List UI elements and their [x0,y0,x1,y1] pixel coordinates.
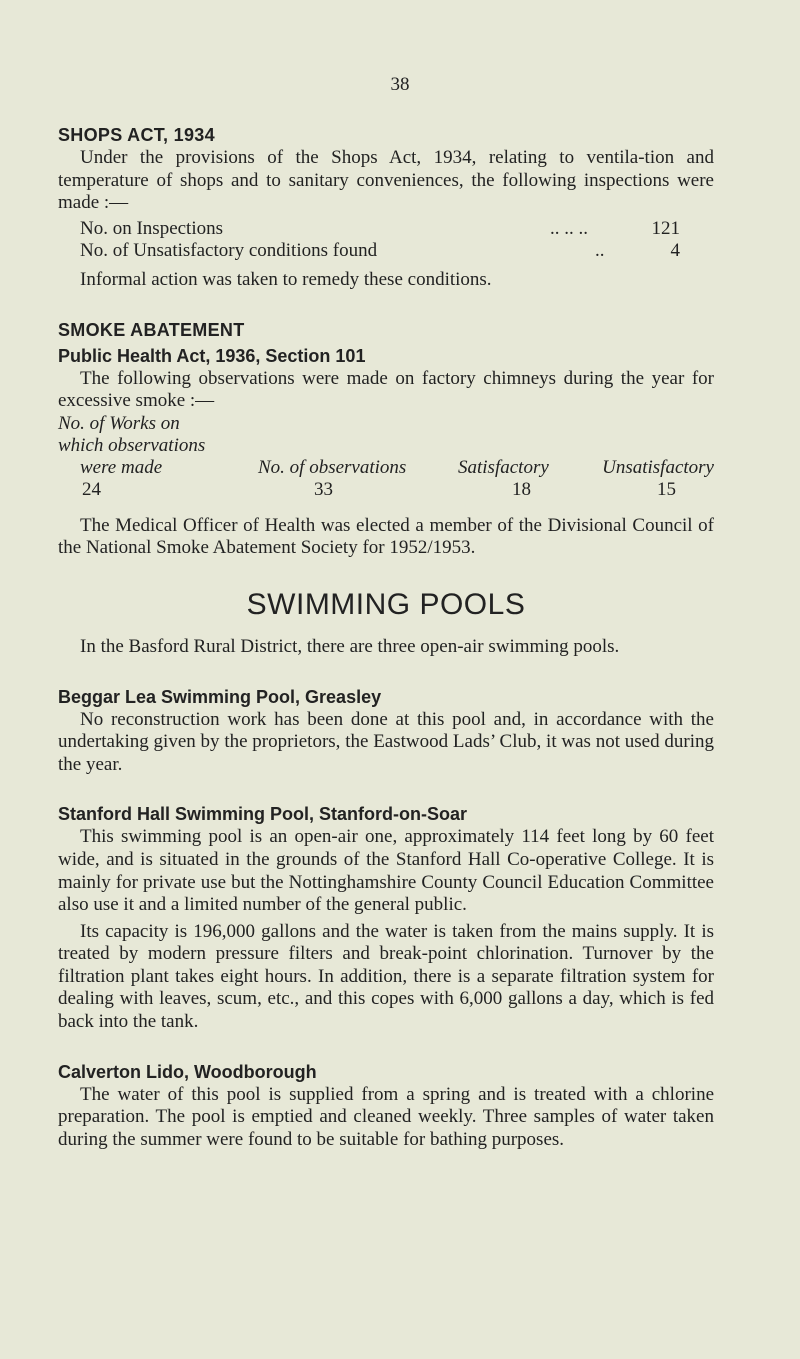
stat-value: 121 [651,217,680,239]
shops-act-intro: Under the provisions of the Shops Act, 1934, relating to ventila-tion and temperature of shops and to sanitary conveniences, the following inspections were made :— [58,147,714,214]
pool-paragraph: The water of this pool is supplied from a spring and is treated with a chlorine preparation. The pool is emptied and cleaned weekly. Three samples of water taken during the summer were found to be suitable for bathing purposes. [58,1083,714,1150]
col-header-works [58,413,258,479]
col-header-observations: No. of observations [258,456,407,478]
header-line: which observations [58,434,206,456]
swimming-intro: In the Basford Rural District, there are three open-air swimming pools. [80,635,620,657]
smoke-subheading: Public Health Act, 1936, Section 101 [58,345,366,366]
smoke-abatement-heading: SMOKE ABATEMENT [58,319,245,340]
pool-heading-beggar-lea: Beggar Lea Swimming Pool, Greasley [58,686,382,707]
smoke-note: The Medical Officer of Health was elected a member of the Divisional Council of the National Smoke Abatement Society for 1952/1953. [58,514,714,559]
swimming-pools-heading: SWIMMING POOLS [246,587,526,621]
stat-leader-dots: .. .. .. [550,217,588,239]
table-header-row [58,413,714,479]
stat-label: No. on Inspections [80,217,224,239]
col-header-unsatisfactory: Unsatisfactory [602,456,714,478]
stat-row-unsatisfactory [58,240,714,263]
observations-table [58,413,714,501]
cell-observations: 33 [314,478,333,500]
shops-stats [58,218,714,263]
pool-paragraph: Its capacity is 196,000 gallons and the water is taken from the mains supply. It is treated by modern pressure filters and break-point chlorination. Turnover by the filtration plant takes eight hours. In addition, there is a separate filtration system for dealing with leaves, scum, etc., and this copes with 6,000 gallons a day, which is fed back into the tank. [58,920,714,1033]
shops-act-heading: SHOPS ACT, 1934 [58,125,215,145]
table-row [58,479,714,501]
stat-leader-dots: .. [595,240,605,262]
stat-value: 4 [670,240,680,262]
smoke-intro: The following observations were made on factory chimneys during the year for excessive smoke :— [58,367,714,412]
pool-heading-calverton-lido: Calverton Lido, Woodborough [58,1061,317,1082]
cell-works: 24 [82,478,101,500]
shops-act-closing: Informal action was taken to remedy these conditions. [80,268,492,290]
stat-row-inspections [58,218,714,241]
cell-unsatisfactory: 15 [657,478,676,500]
pool-paragraph: No reconstruction work has been done at this pool and, in accordance with the undertaking given by the proprietors, the Eastwood Lads’ Club, it was not used during the year. [58,708,714,775]
page-content [58,123,714,1151]
header-line: No. of Works on [58,412,180,434]
pool-heading-stanford-hall: Stanford Hall Swimming Pool, Stanford-on-Soar [58,804,468,825]
col-header-satisfactory: Satisfactory [458,456,549,478]
header-line: were made [80,456,163,478]
stat-label: No. of Unsatisfactory conditions found [80,240,378,262]
page-number: 38 [390,74,410,95]
cell-satisfactory: 18 [512,478,531,500]
pool-paragraph: This swimming pool is an open-air one, approximately 114 feet long by 60 feet wide, and is situated in the grounds of the Stanford Hall Co-operative College. It is mainly for private use but the Nottinghamshire County Council Education Committee also use it and a limited number of the general public. [58,826,714,916]
